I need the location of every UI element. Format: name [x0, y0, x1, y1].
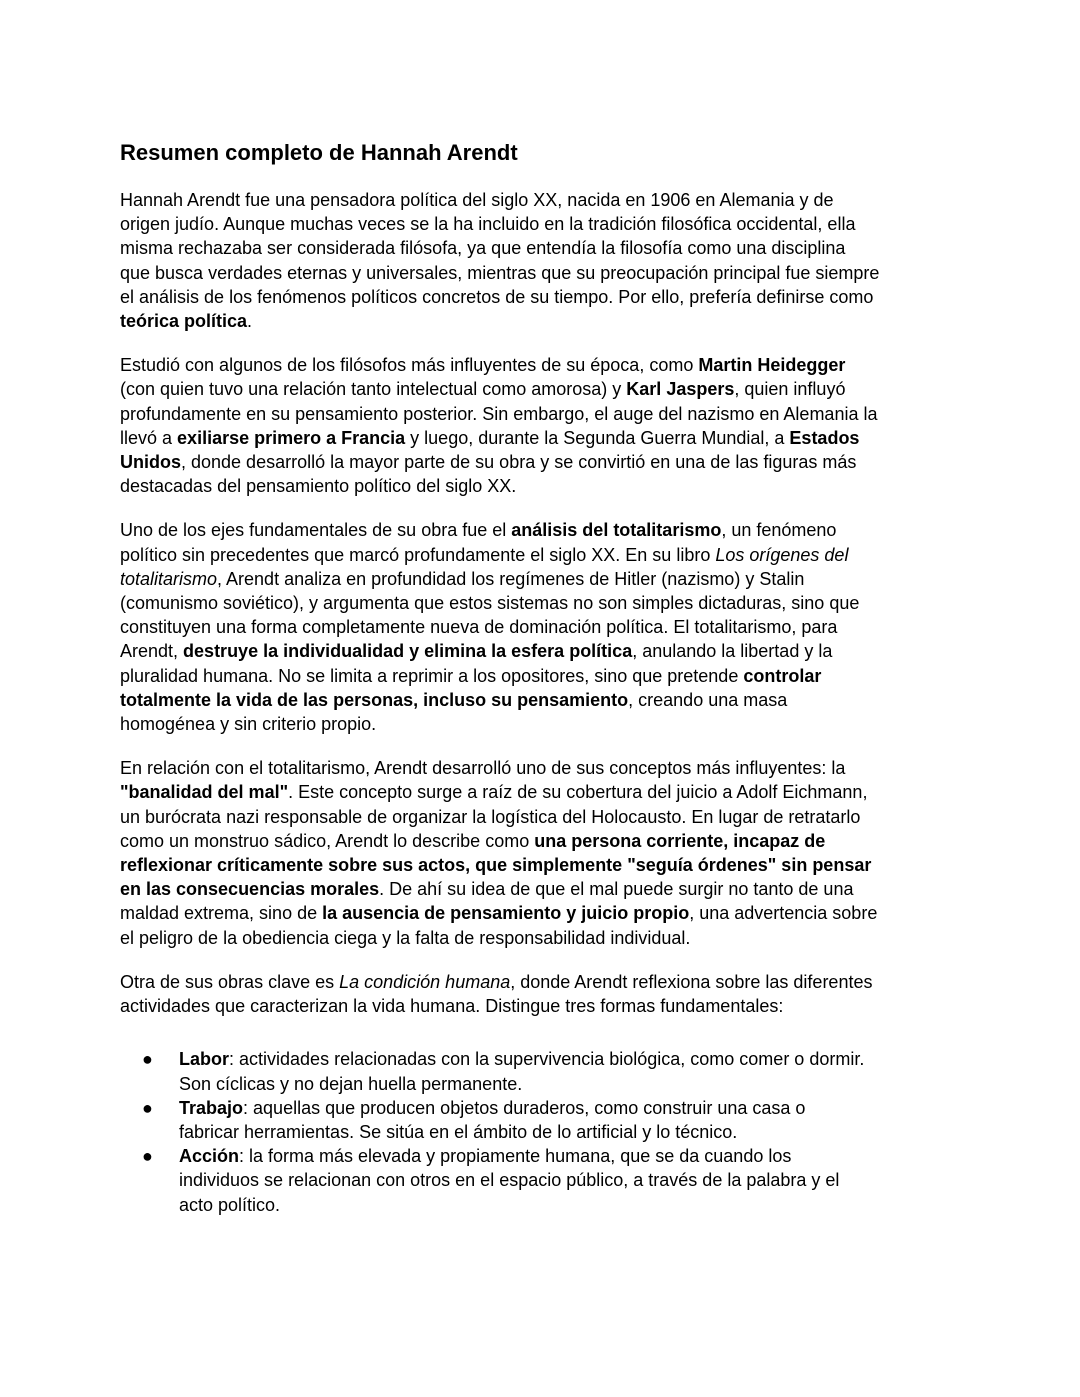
text-run: , anulando la libertad y la pluralidad humana. No se limita a reprimir a los opositores, sino que pretende — [120, 641, 833, 686]
bold-text: teórica política — [120, 311, 248, 332]
list-item — [120, 1047, 865, 1095]
text-run: Uno de los ejes fundamentales de su obra fue el — [120, 520, 512, 541]
bold-text: Labor — [179, 1049, 230, 1070]
bold-text: controlar totalmente la vida de las personas, incluso su pensamiento — [120, 665, 822, 710]
text-run: , creando una masa homogénea y sin criterio propio. — [120, 689, 788, 735]
bold-text: "banalidad del mal" — [120, 782, 289, 803]
paragraph — [120, 353, 880, 498]
bullet-icon: ● — [142, 1049, 153, 1070]
bold-text: Karl Jaspers — [626, 379, 735, 400]
text-run: , donde desarrolló la mayor parte de su obra y se convirtió en una de las figuras más destacadas del pensamiento político del siglo XX. — [120, 452, 857, 497]
list-item — [120, 1096, 865, 1144]
list-item — [120, 1144, 865, 1217]
text-run: . De ahí su idea de que el mal puede surgir no tanto de una maldad extrema, sino de — [120, 879, 854, 924]
bold-text: una persona corriente, incapaz de reflexionar críticamente sobre sus actos, que simplemente "seguía órdenes" sin pensar en las consecuencias morales — [120, 830, 872, 900]
bold-text: Martin Heidegger — [698, 355, 846, 376]
document-body — [120, 188, 880, 1018]
text-run: Estudió con algunos de los filósofos más influyentes de su época, como — [120, 355, 699, 376]
text-run: . Este concepto surge a raíz de su cobertura del juicio a Adolf Eichmann, un burócrata nazi responsable de organizar la logística del Holocausto. En lugar de retratarlo como un monstruo sádico, Arendt lo describe como — [120, 782, 868, 851]
text-run: , donde Arendt reflexiona sobre las diferentes actividades que caracterizan la vida humana. Distingue tres formas fundamentales: — [120, 971, 873, 1017]
text-run: Otra de sus obras clave es — [120, 971, 340, 992]
bold-text: exiliarse primero a Francia — [177, 427, 406, 448]
italic-text: Los orígenes del totalitarismo — [120, 544, 849, 589]
bold-text: destruye la individualidad y elimina la esfera política — [183, 641, 633, 662]
text-run: y luego, durante la Segunda Guerra Mundial, a — [405, 427, 790, 448]
text-run: , Arendt analiza en profundidad los regímenes de Hitler (nazismo) y Stalin (comunismo soviético), y argumenta que estos sistemas no son simples dictaduras, sino que constituyen una forma completamente nueva de dominación política. El totalitarismo, para Arendt, — [120, 568, 860, 662]
bullet-icon: ● — [142, 1146, 153, 1167]
document-title: Resumen completo de Hannah Arendt — [120, 140, 518, 165]
text-run: : la forma más elevada y propiamente humana, que se da cuando los individuos se relacionan con otros en el espacio público, a través de la palabra y el acto político. — [179, 1146, 840, 1215]
text-run: : actividades relacionadas con la supervivencia biológica, como comer o dormir. Son cíclicas y no dejan huella permanente. — [179, 1049, 865, 1094]
text-run: , quien influyó profundamente en su pensamiento posterior. Sin embargo, el auge del nazismo en Alemania la llevó a — [120, 379, 878, 448]
paragraph — [120, 970, 880, 1018]
bold-text: Estados Unidos — [120, 427, 860, 473]
italic-text: La condición humana — [339, 971, 511, 992]
bold-text: análisis del totalitarismo — [511, 520, 722, 541]
paragraph — [120, 518, 880, 736]
activities-list — [120, 1047, 880, 1216]
text-run: . — [247, 311, 253, 332]
paragraph — [120, 188, 880, 333]
text-run: : aquellas que producen objetos duraderos, como construir una casa o fabricar herramientas. Se sitúa en el ámbito de lo artificial y lo técnico. — [179, 1097, 806, 1142]
bold-text: la ausencia de pensamiento y juicio propio — [322, 903, 690, 924]
text-run: , una advertencia sobre el peligro de la obediencia ciega y la falta de responsabilidad individual. — [120, 903, 878, 948]
text-run: (con quien tuvo una relación tanto intelectual como amorosa) y — [120, 379, 627, 400]
text-run: En relación con el totalitarismo, Arendt desarrolló uno de sus conceptos más influyentes: la — [120, 758, 846, 779]
text-run: Hannah Arendt fue una pensadora política del siglo XX, nacida en 1906 en Alemania y de origen judío. Aunque muchas veces se la ha incluido en la tradición filosófica occidental, ella misma rechazaba ser considerada filósofa, ya que entendía la filosofía como una disciplina que busca verdades eternas y universales, mientras que su preocupación principal fue siempre el análisis de los fenómenos políticos concretos de su tiempo. Por ello, prefería definirse como — [120, 190, 880, 307]
text-run: , un fenómeno político sin precedentes que marcó profundamente el siglo XX. En su libro — [120, 520, 837, 565]
bold-text: Trabajo — [179, 1097, 244, 1118]
bold-text: Acción — [179, 1146, 240, 1167]
paragraph — [120, 756, 880, 950]
document-page — [120, 139, 880, 1217]
bullet-icon: ● — [142, 1097, 153, 1118]
